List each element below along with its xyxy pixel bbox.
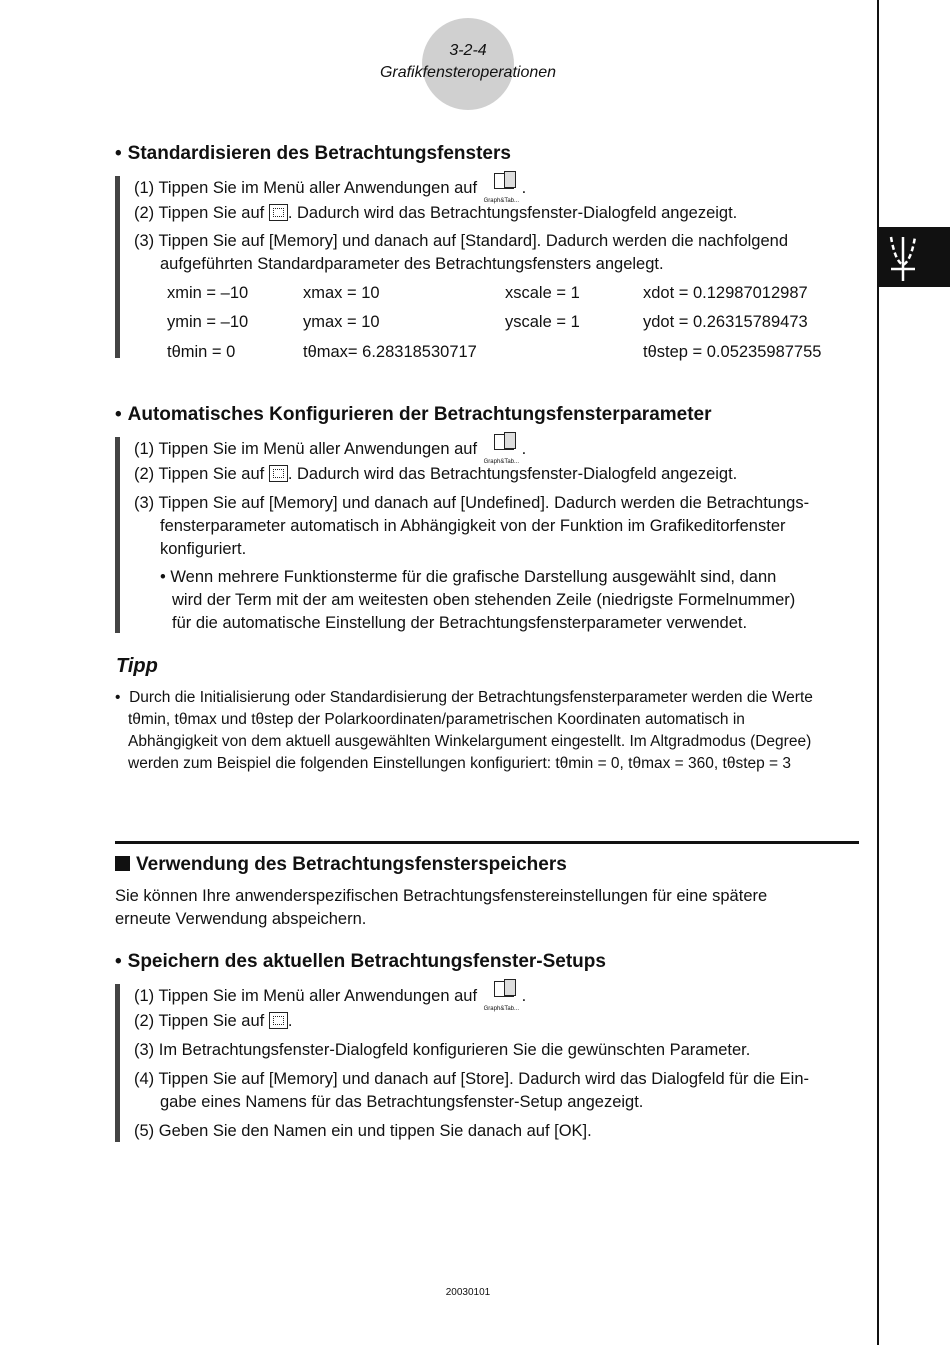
view-window-icon[interactable]: [269, 204, 288, 221]
section-divider: [115, 841, 859, 844]
section4-step3: (3) Im Betrachtungsfenster-Dialogfeld konfigurieren Sie die gewünschten Parameter.: [134, 1041, 751, 1059]
param-xmax: xmax = 10: [303, 284, 380, 302]
param-xmin: xmin = –10: [167, 284, 249, 302]
tip-body: • Durch die Initialisierung oder Standardisierung der Betrachtungsfensterparameter werden die Werte tθmin, tθmax und tθstep der Polarkoordinaten/parametrischen Koordinaten automatisch in Abhängigkeit von dem aktuell ausgewählten Winkelargument eingestellt. Im Altgradmodus (Degree) werden zum Beispiel die folgenden Einstellungen konfiguriert: tθmin = 0, tθmax = 360, tθstep = 3: [115, 689, 813, 772]
view-window-icon[interactable]: [269, 1012, 288, 1029]
section2-step1: (1) Tippen Sie im Menü aller Anwendungen auf Graph&Tab... .: [134, 434, 526, 462]
param-tstep: tθstep = 0.05235987755: [643, 343, 822, 361]
section3-heading: Verwendung des Betrachtungsfensterspeichers: [115, 854, 567, 876]
tip-bullet: •: [115, 689, 121, 706]
param-ymax: ymax = 10: [303, 313, 380, 331]
section1-step2: (2) Tippen Sie auf . Dadurch wird das Betrachtungsfenster-Dialogfeld angezeigt.: [134, 204, 738, 222]
section4-step5: (5) Geben Sie den Namen ein und tippen Sie danach auf [OK].: [134, 1122, 592, 1140]
param-xscale: xscale = 1: [505, 284, 580, 302]
chapter-tab: [879, 227, 950, 287]
footer-code: 20030101: [445, 1287, 491, 1298]
section2-note: • Wenn mehrere Funktionsterme für die grafische Darstellung ausgewählt sind, dann wird der Term mit der am weitesten oben stehenden Zeile (niedrigste Formelnummer) für die automatische Einstellung der Betrachtungsfensterparameter verwendet.: [160, 568, 796, 632]
view-window-icon[interactable]: [269, 465, 288, 482]
section4-step4: (4) Tippen Sie auf [Memory] und danach auf [Store]. Dadurch wird das Dialogfeld für die Ein- gabe eines Namens für das Betrachtungsfenster-Setup angezeigt.: [134, 1070, 810, 1111]
param-xdot: xdot = 0.12987012987: [643, 284, 808, 302]
section4-step2: (2) Tippen Sie auf .: [134, 1012, 293, 1030]
section4-heading: • Speichern des aktuellen Betrachtungsfenster-Setups: [115, 951, 606, 972]
right-margin-rule: [877, 0, 879, 1345]
graph-chapter-icon: [885, 231, 921, 283]
graph-tab-app-icon[interactable]: Graph&Tab...: [482, 981, 522, 1009]
graph-tab-app-icon[interactable]: Graph&Tab...: [482, 434, 522, 462]
param-yscale: yscale = 1: [505, 313, 580, 331]
tip-heading: Tipp: [116, 655, 158, 677]
section1-step1: (1) Tippen Sie im Menü aller Anwendungen auf Graph&Tab... .: [134, 173, 526, 201]
section4-bar: [115, 984, 120, 1142]
param-ymin: ymin = –10: [167, 313, 249, 331]
graph-tab-app-icon[interactable]: Graph&Tab...: [482, 173, 522, 201]
section3-intro: Sie können Ihre anwenderspezifischen Betrachtungsfenstereinstellungen für eine spätere erneute Verwendung abspeichern.: [115, 887, 768, 928]
section1-bar: [115, 176, 120, 358]
param-tmax: tθmax= 6.28318530717: [303, 343, 477, 361]
page-number: 3-2-4: [449, 42, 487, 59]
section2-step3: (3) Tippen Sie auf [Memory] und danach auf [Undefined]. Dadurch werden die Betrachtungs- fensterparameter automatisch in Abhängigkeit von der Funktion im Grafikeditorfenster konfiguriert.: [134, 494, 810, 558]
section1-heading: • Standardisieren des Betrachtungsfensters: [115, 143, 511, 164]
section4-step1: (1) Tippen Sie im Menü aller Anwendungen auf Graph&Tab... .: [134, 981, 526, 1009]
param-ydot: ydot = 0.26315789473: [643, 313, 808, 331]
section1-step3: (3) Tippen Sie auf [Memory] und danach auf [Standard]. Dadurch werden die nachfolgend aufgeführten Standardparameter des Betrachtungsfensters angelegt.: [134, 232, 788, 273]
square-bullet-icon: [115, 856, 130, 871]
section2-heading: • Automatisches Konfigurieren der Betrachtungsfensterparameter: [115, 404, 712, 425]
section2-step2: (2) Tippen Sie auf . Dadurch wird das Betrachtungsfenster-Dialogfeld angezeigt.: [134, 465, 738, 483]
section2-bar: [115, 437, 120, 633]
page-subtitle: Grafikfensteroperationen: [379, 64, 557, 81]
param-tmin: tθmin = 0: [167, 343, 236, 361]
